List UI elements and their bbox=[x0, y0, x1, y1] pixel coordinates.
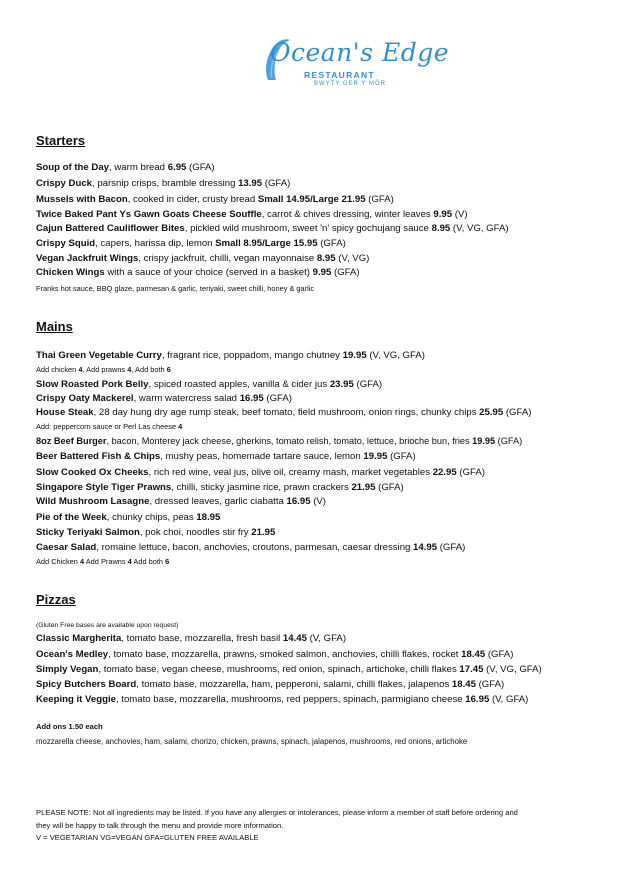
menu-item: Caesar Salad, romaine lettuce, bacon, anchovies, croutons, parmesan, caesar dressing 14.95 (GFA) bbox=[36, 542, 466, 553]
menu-item: Ocean's Medley, tomato base, mozzarella, prawns, smoked salmon, anchovies, chilli flakes, rocket 18.45 (GFA) bbox=[36, 649, 514, 660]
menu-item: Simply Vegan, tomato base, vegan cheese, mushrooms, red onion, spinach, artichoke, chilli flakes 17.45 (V, VG, GFA) bbox=[36, 664, 542, 675]
menu-item: Crispy Oaty Mackerel, warm watercress salad 16.95 (GFA) bbox=[36, 393, 292, 404]
menu-item: Slow Cooked Ox Cheeks, rich red wine, veal jus, olive oil, creamy mash, market vegetables 22.95 (GFA) bbox=[36, 467, 485, 478]
pizza-addons-heading: Add ons 1.50 each bbox=[36, 722, 103, 731]
menu-item: Soup of the Day, warm bread 6.95 (GFA) bbox=[36, 162, 215, 173]
logo-name: Ocean's Edge bbox=[270, 38, 449, 67]
menu-item: House Steak, 28 day hung dry age rump steak, beef tomato, field mushroom, onion rings, chunky chips 25.95 (GFA) bbox=[36, 407, 532, 418]
allergy-note-line-1: PLEASE NOTE: Not all ingredients may be listed. If you have any allergies or intolerances, please inform a member of staff before ordering and bbox=[36, 808, 518, 817]
menu-item: Sticky Teriyaki Salmon, pok choi, noodles stir fry 21.95 bbox=[36, 527, 276, 538]
starters-heading: Starters bbox=[36, 133, 86, 148]
mains-heading: Mains bbox=[36, 319, 73, 334]
dietary-legend: V = VEGETARIAN VG=VEGAN GFA=GLUTEN FREE AVAILABLE bbox=[36, 833, 259, 842]
menu-item: Mussels with Bacon, cooked in cider, crusty bread Small 14.95/Large 21.95 (GFA) bbox=[36, 194, 394, 205]
menu-item: Vegan Jackfruit Wings, crispy jackfruit, chilli, vegan mayonnaise 8.95 (V, VG) bbox=[36, 253, 370, 264]
menu-item: Keeping it Veggie, tomato base, mozzarella, mushrooms, red peppers, spinach, parmigiano cheese 16.95 (V, GFA) bbox=[36, 694, 529, 705]
pizzas-heading: Pizzas bbox=[36, 592, 76, 607]
menu-item: Wild Mushroom Lasagne, dressed leaves, garlic ciabatta 16.95 (V) bbox=[36, 496, 326, 507]
pizza-addons-list: mozzarella cheese, anchovies, ham, salami, chorizo, chicken, prawns, spinach, jalapenos, mushrooms, red onions, artichoke bbox=[36, 737, 468, 746]
menu-item: Beer Battered Fish & Chips, mushy peas, homemade tartare sauce, lemon 19.95 (GFA) bbox=[36, 451, 416, 462]
steak-addon: Add: peppercorn sauce or Perl Las cheese 4 bbox=[36, 422, 183, 431]
restaurant-logo bbox=[262, 30, 449, 102]
menu-item: Crispy Duck, parsnip crisps, bramble dressing 13.95 (GFA) bbox=[36, 178, 291, 189]
menu-item: Thai Green Vegetable Curry, fragrant rice, poppadom, mango chutney 19.95 (V, VG, GFA) bbox=[36, 350, 425, 361]
menu-item: 8oz Beef Burger, bacon, Monterey jack cheese, gherkins, tomato relish, tomato, lettuce, brioche bun, fries 19.95 (GFA) bbox=[36, 436, 523, 446]
menu-item: Spicy Butchers Board, tomato base, mozzarella, ham, pepperoni, salami, chilli flakes, jalapenos 18.45 (GFA) bbox=[36, 679, 505, 690]
menu-item: Cajun Battered Cauliflower Bites, pickled wild mushroom, sweet 'n' spicy gochujang sauce 8.95 (V, VG, GFA) bbox=[36, 223, 509, 234]
menu-item: Classic Margherita, tomato base, mozzarella, fresh basil 14.45 (V, GFA) bbox=[36, 633, 347, 644]
curry-addons: Add chicken 4, Add prawns 4, Add both 6 bbox=[36, 365, 171, 374]
wing-sauces-list: Franks hot sauce, BBQ glaze, parmesan & garlic, teriyaki, sweet chilli, honey & garlic bbox=[36, 284, 315, 293]
caesar-addons: Add Chicken 4 Add Prawns 4 Add both 6 bbox=[36, 557, 170, 566]
gluten-free-note: (Gluten Free bases are available upon request) bbox=[36, 622, 179, 629]
allergy-note-line-2: they will be happy to talk through the menu and provide more information. bbox=[36, 821, 284, 830]
logo-welsh-subtitle: BWYTY GER Y MÔR bbox=[314, 81, 387, 87]
logo-subtitle: RESTAURANT bbox=[304, 70, 375, 80]
menu-item: Chicken Wings with a sauce of your choice (served in a basket) 9.95 (GFA) bbox=[36, 267, 360, 278]
menu-item: Pie of the Week, chunky chips, peas 18.95 bbox=[36, 512, 221, 523]
menu-item: Slow Roasted Pork Belly, spiced roasted apples, vanilla & cider jus 23.95 (GFA) bbox=[36, 379, 383, 390]
menu-item: Singapore Style Tiger Prawns, chilli, sticky jasmine rice, prawn crackers 21.95 (GFA) bbox=[36, 482, 404, 493]
menu-item: Crispy Squid, capers, harissa dip, lemon Small 8.95/Large 15.95 (GFA) bbox=[36, 238, 346, 249]
menu-item: Twice Baked Pant Ys Gawn Goats Cheese Souffle, carrot & chives dressing, winter leaves 9.95 (V) bbox=[36, 209, 468, 220]
